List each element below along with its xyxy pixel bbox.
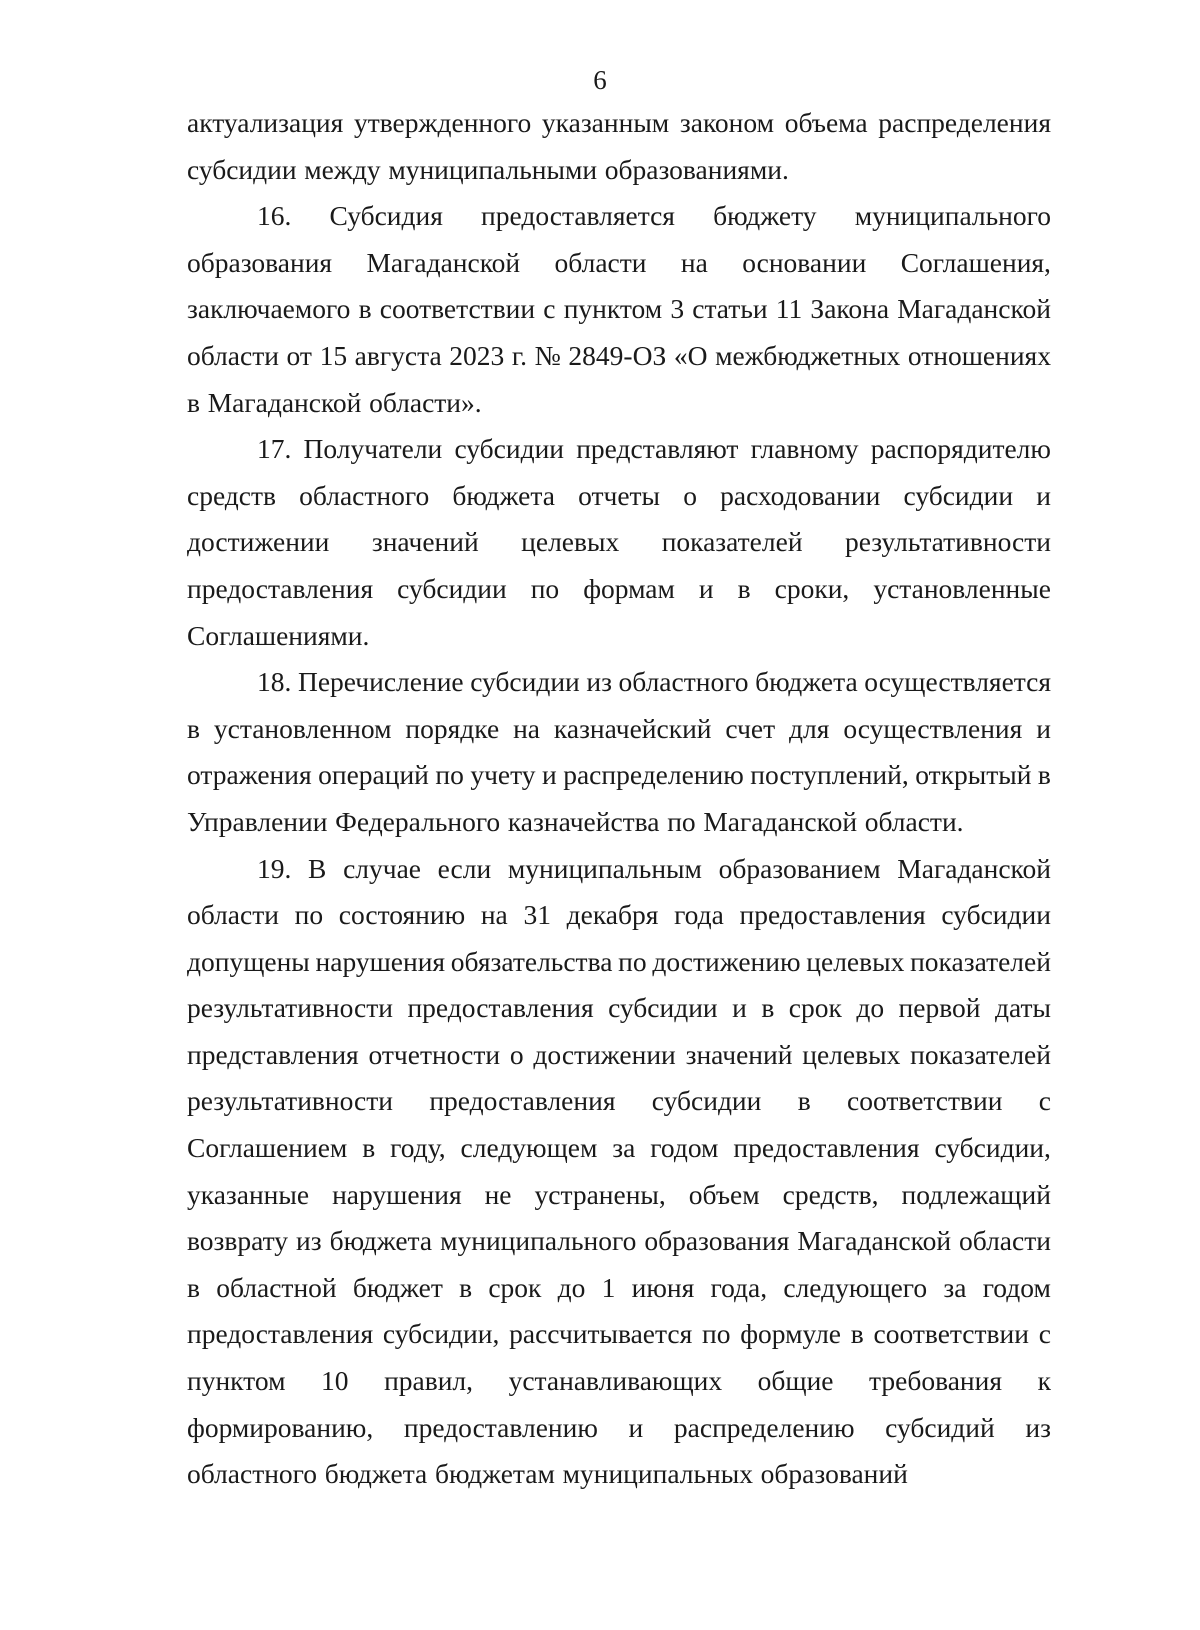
word: осуществляется [864,666,1051,698]
word: требования [869,1365,1003,1397]
word: следующем [460,1132,598,1164]
word: достижении [187,526,330,558]
word: субсидии [187,153,297,185]
word: следующего [783,1271,928,1303]
word: распорядителю [870,433,1051,465]
word: муниципальными [388,153,598,185]
word: показателей [661,526,803,558]
word: 11 [775,293,803,325]
word: возврату [187,1225,289,1257]
word: срок [788,992,842,1024]
word: установленном [213,712,392,744]
word: предоставления [407,992,594,1024]
word: в [761,992,775,1024]
word: года, [710,1271,768,1303]
text-line [187,799,1051,846]
word: субсидии [454,433,565,465]
text-line [187,333,1051,380]
word: образованиями. [604,153,789,185]
word: годом [982,1271,1051,1303]
text-line [187,1358,1051,1405]
word: расходовании [720,479,881,511]
word: основании [742,246,867,278]
text-line [187,846,1051,893]
word: 2023 [449,339,505,371]
word: срок [488,1271,542,1303]
word: 15 [319,339,348,371]
word: сроки, [774,572,850,604]
word: Соглашения, [900,246,1051,278]
word: субсидии [651,1085,762,1117]
word: предоставляется [481,200,675,232]
word: даты [994,992,1051,1024]
word: областного [187,1458,318,1490]
text-line [187,985,1051,1032]
word: Субсидия [329,200,443,232]
word: предоставления [187,572,374,604]
word: на [680,246,708,278]
word: бюджета [329,1225,433,1257]
word: и [1036,479,1051,511]
paragraph-p17 [187,426,1051,659]
word: по [530,572,560,604]
word: Магаданской [897,293,1051,325]
word: осуществления [843,712,1023,744]
word: подлежащий [901,1178,1051,1210]
word: не [484,1178,512,1210]
text-line [187,519,1051,566]
word: Соглашениями. [187,619,370,651]
word: установленные [873,572,1051,604]
text-line [187,1311,1051,1358]
word: августа [354,339,442,371]
word: области [187,899,279,931]
word: распределению [673,1411,855,1443]
word: представления [187,1038,359,1070]
word: предоставления [429,1085,616,1117]
word: объема [784,107,868,138]
word: бюджету [713,200,817,232]
text-line [187,706,1051,753]
word: главному [750,433,859,465]
word: в [797,1085,811,1117]
word: до [557,1271,586,1303]
word: в [358,293,372,325]
word: 17. [257,433,292,465]
word: в [187,386,200,418]
page-number: 6 [593,65,607,95]
word: бюджет [352,1271,443,1303]
word: целевых [806,945,905,977]
word: устранены, [534,1178,666,1210]
word: порядке [405,712,500,744]
word: объем [688,1178,760,1210]
word: субсидии [470,666,580,698]
word: муниципальным [507,852,702,884]
word: 1 [601,1271,616,1303]
word: соответствии [379,293,536,325]
word: предоставления [733,1132,920,1164]
text-line [187,1265,1051,1312]
word: на [480,899,508,931]
word: счет [725,712,776,744]
word: пунктом [563,293,663,325]
word: статьи [692,293,768,325]
word: субсидии [903,479,1014,511]
word: состоянию [338,899,466,931]
word: между [304,153,381,185]
word: № [534,339,561,371]
word: субсидии [608,992,718,1024]
text-line [187,426,1051,473]
text-line [187,1218,1051,1265]
text-line [187,566,1051,613]
word: рассчитывается [509,1318,693,1350]
word: и [1036,712,1051,744]
text-line [187,1078,1051,1125]
word: в [187,712,200,744]
word: для [789,712,830,744]
word: целевых [521,526,620,558]
word: с [543,293,556,325]
word: из [296,1225,322,1257]
word: поступлений, [750,759,909,791]
word: областной [216,1271,337,1303]
paragraph-p15-tail [187,100,1051,193]
word: муниципальных [562,1458,753,1490]
word: предоставлению [403,1411,598,1443]
word: о [683,479,697,511]
text-line [187,752,1051,799]
word: Управлении [187,805,328,837]
word: Магаданской [366,246,521,278]
text-line [187,240,1051,287]
word: Магаданской [207,386,362,418]
word: году, [390,1132,446,1164]
word: казначейский [553,712,712,744]
word: образования [644,1225,790,1257]
word: на [513,712,541,744]
word: предоставления [739,899,926,931]
word: результативности [187,992,393,1024]
word: области. [864,805,964,837]
word: Перечисление [297,666,464,698]
word: утвержденного [353,107,532,138]
word: бюджета [755,666,858,698]
word: г. [511,339,527,371]
word: результативности [844,526,1051,558]
paragraph-p16 [187,193,1051,426]
word: соответствии [847,1085,1003,1117]
word: и [732,992,747,1024]
word: межбюджетных [715,339,901,371]
word: отражения [187,759,312,791]
text-line [187,892,1051,939]
word: указанные [187,1178,310,1210]
word: значений [371,526,479,558]
word: бюджета [452,479,555,511]
word: бюджета [324,1458,428,1490]
word: в [1037,759,1051,791]
word: целевых [802,1038,901,1070]
word: по [702,1318,731,1350]
word: допущены [187,945,310,977]
word: значений [685,1038,793,1070]
word: общие [757,1365,834,1397]
word: по [435,759,464,791]
word: средств, [782,1178,879,1210]
word: о [509,1038,524,1070]
word: до [856,992,885,1024]
word: Магаданской [703,805,858,837]
word: достижении [533,1038,676,1070]
word: пунктом [187,1365,286,1397]
text-line [187,939,1051,986]
word: отношениях [907,339,1051,371]
word: в [737,572,751,604]
text-line [187,659,1051,706]
word: и [628,1411,644,1443]
text-line [187,1405,1051,1452]
word: области [554,246,647,278]
word: случае [343,852,421,884]
text-line [187,613,1051,660]
word: субсидии, [382,1318,500,1350]
word: указанным [541,107,670,138]
word: учету [470,759,536,791]
word: средств [187,479,276,511]
word: 19. [257,852,292,884]
word: образованием [718,852,881,884]
word: формам [583,572,675,604]
word: обязательства [450,945,613,977]
word: областного [299,479,430,511]
word: Соглашением [187,1132,348,1164]
word: субсидий [885,1411,995,1443]
word: области [187,339,279,371]
word: правил, [384,1365,474,1397]
word: в [362,1132,376,1164]
word: достижению [652,945,801,977]
word: 16. [257,200,292,232]
word: из [586,666,612,698]
word: 18. [257,666,292,698]
word: за [612,1132,636,1164]
word: образования [187,246,333,278]
word: образований [760,1458,908,1490]
word: 3 [670,293,685,325]
word: отчетности [368,1038,501,1070]
word: если [437,852,492,884]
word: годом [650,1132,719,1164]
word: законом [679,107,775,138]
word: Магаданской [897,852,1051,884]
text-line [187,286,1051,333]
text-line [187,100,1051,147]
word: 31 [523,899,551,931]
word: с [1038,1318,1051,1350]
word: с [1038,1085,1051,1117]
word: области [959,1225,1051,1257]
document-body [187,100,1051,1498]
word: за [943,1271,967,1303]
word: Магаданской [797,1225,952,1257]
word: Федерального [335,805,501,837]
word: муниципального [440,1225,637,1257]
word: к [1037,1365,1051,1397]
word: актуализация [187,107,344,138]
word: Закона [810,293,890,325]
word: по [618,945,647,977]
word: декабря [566,899,659,931]
word: 2849-ОЗ [568,339,667,371]
word: от [286,339,312,371]
text-line [187,1451,1051,1498]
word: в [850,1318,864,1350]
word: субсидии [397,572,507,604]
word: и [542,759,557,791]
paragraph-p18 [187,659,1051,845]
text-line [187,1125,1051,1172]
word: субсидии [941,899,1051,931]
word: соответствии [873,1318,1029,1350]
text-line [187,1172,1051,1219]
word: представляют [576,433,739,465]
paragraph-p19 [187,846,1051,1498]
word: «О [673,339,708,371]
text-line [187,380,1051,427]
word: распределению [563,759,744,791]
word: заключаемого [187,293,351,325]
word: областного [618,666,749,698]
word: показателей [910,1038,1051,1070]
word: Получатели [303,433,443,465]
word: года [674,899,724,931]
word: из [1025,1411,1051,1443]
word: показателей [910,945,1051,977]
word: открытый [915,759,1032,791]
word: результативности [187,1085,393,1117]
word: казначейства [507,805,660,837]
text-line [187,147,1051,194]
word: 10 [321,1365,349,1397]
word: отчеты [578,479,661,511]
word: в [459,1271,473,1303]
text-line [187,473,1051,520]
word: устанавливающих [508,1365,723,1397]
word: по [667,805,696,837]
word: и [698,572,714,604]
word: субсидии, [934,1132,1051,1164]
word: формированию, [187,1411,374,1443]
word: июня [631,1271,695,1303]
word: муниципального [854,200,1051,232]
word: первой [898,992,981,1024]
word: формуле [740,1318,842,1350]
word: бюджетам [434,1458,555,1490]
text-line [187,1032,1051,1079]
text-line [187,193,1051,240]
word: нарушения [315,945,446,977]
word: по [294,899,324,931]
word: предоставления [187,1318,374,1350]
word: В [308,852,327,884]
word: нарушения [332,1178,462,1210]
word: распределения [878,107,1051,138]
word: области». [369,386,482,418]
word: операций [318,759,429,791]
word: в [187,1271,200,1303]
